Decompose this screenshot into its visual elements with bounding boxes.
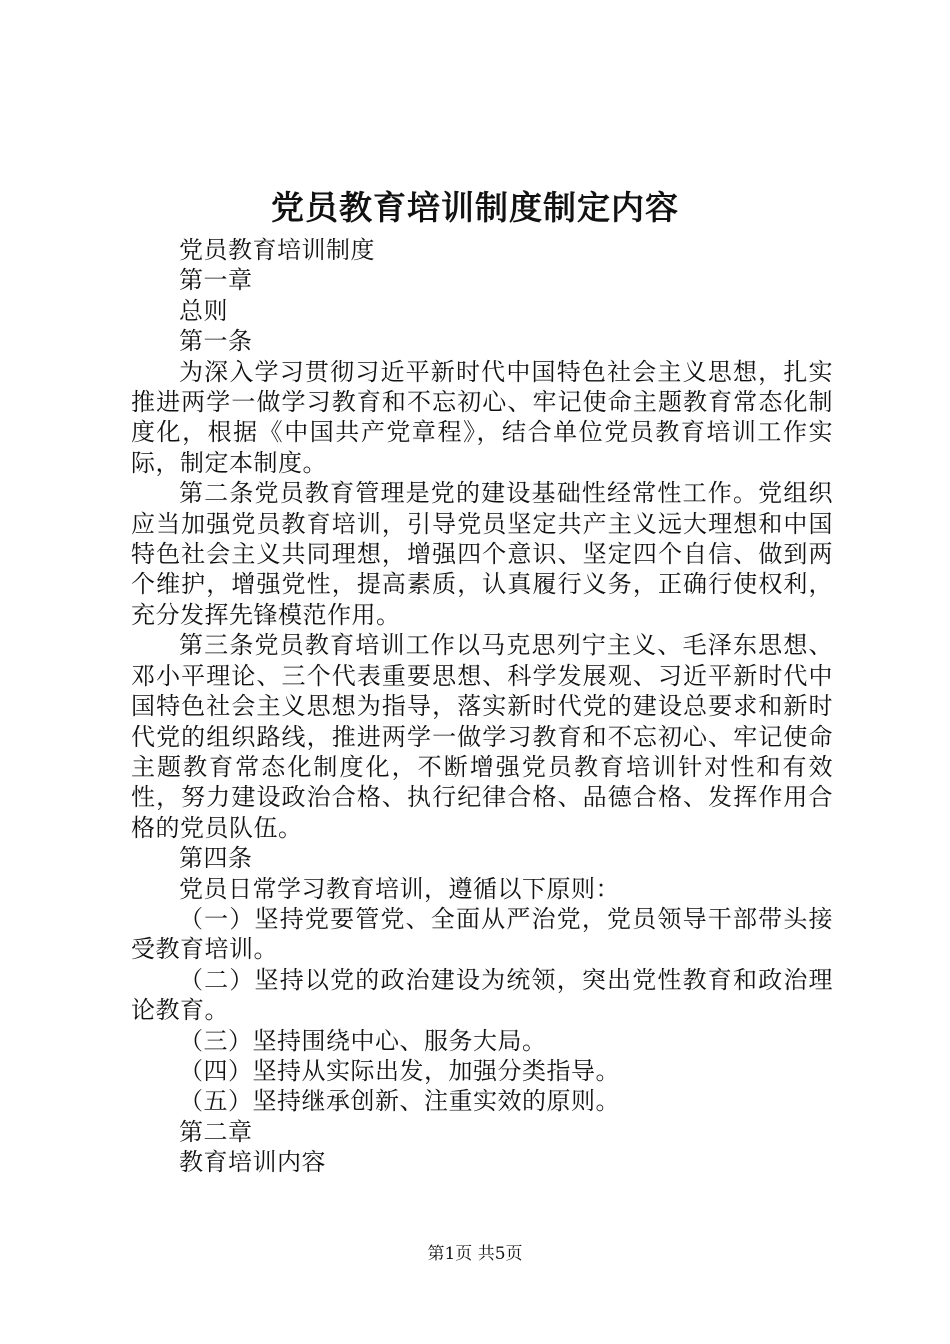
article-heading: 第一条 [179,327,253,356]
page-footer: 第1页 共5页 [427,1244,523,1264]
paragraph: 第三条党员教育培训工作以马克思列宁主义、毛泽东思想、邓小平理论、三个代表重要思想、科学发展观、习近平新时代中国特色社会主义思想为指导，落实新时代党的建设总要求和新时代党的组织路线，推进两学一做学习教育和不忘初心、牢记使命主题教育常态化制度化，不断增强党员教育培训针对性和有效性，努力建设政治合格、执行纪律合格、品德合格、发挥作用合格的党员队伍。 [131,631,833,842]
document-title: 党员教育培训制度制定内容 [271,188,679,227]
article-heading: 第四条 [179,844,253,873]
list-item: （一）坚持党要管党、全面从严治党，党员领导干部带头接受教育培训。 [131,904,833,964]
list-item: （三）坚持围绕中心、服务大局。 [179,1026,547,1055]
section-heading: 总则 [179,296,228,325]
document-body [131,235,833,1178]
chapter-heading: 第二章 [179,1117,253,1146]
paragraph: 党员日常学习教育培训，遵循以下原则： [179,874,620,903]
chapter-heading: 第一章 [179,266,253,295]
list-item: （五）坚持继承创新、注重实效的原则。 [179,1087,620,1116]
paragraph-heading: 党员教育培训制度 [179,236,375,264]
list-item: （四）坚持从实际出发，加强分类指导。 [179,1056,620,1085]
paragraph: 为深入学习贯彻习近平新时代中国特色社会主义思想，扎实推进两学一做学习教育和不忘初心、牢记使命主题教育常态化制度化，根据《中国共产党章程》，结合单位党员教育培训工作实际，制定本制度。 [131,357,833,477]
section-heading: 教育培训内容 [179,1148,326,1177]
paragraph: 第二条党员教育管理是党的建设基础性经常性工作。党组织应当加强党员教育培训，引导党员坚定共产主义远大理想和中国特色社会主义共同理想，增强四个意识、坚定四个自信、做到两个维护，增强党性，提高素质，认真履行义务，正确行使权利，充分发挥先锋模范作用。 [131,479,833,629]
list-item: （二）坚持以党的政治建设为统领，突出党性教育和政治理论教育。 [131,965,833,1025]
